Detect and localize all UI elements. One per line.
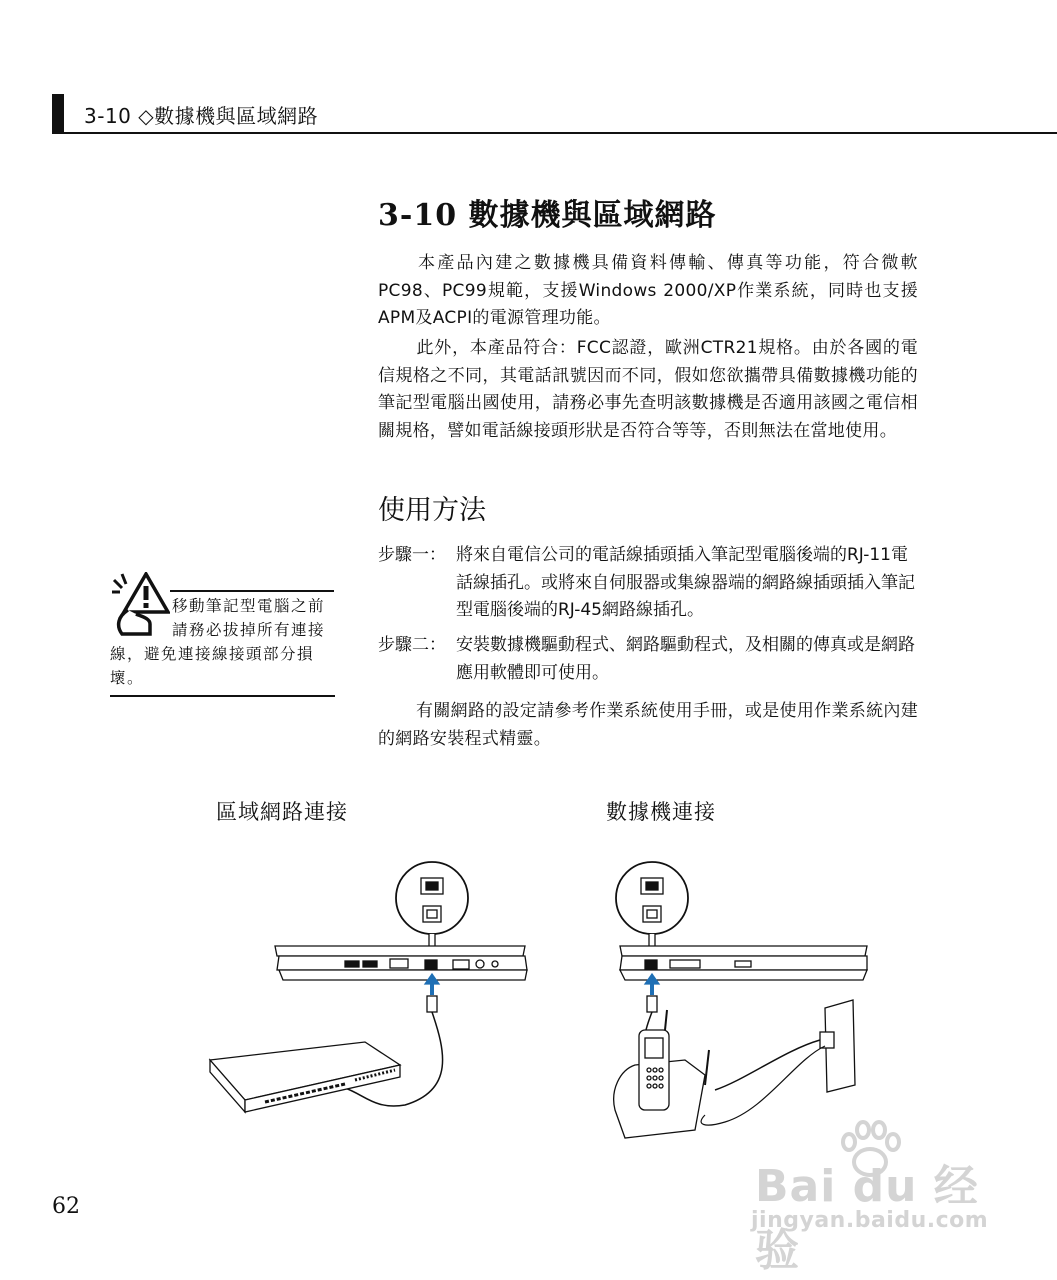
paragraph-compliance-text: 此外，本產品符合：FCC認證，歐洲CTR21規格。由於各國的電信規格之不同，其電話訊號因而不同，假如您欲攜帶具備數據機功能的筆記型電腦出國使用，請務必事先查明該數據機是否適用該國之電信相關規格，譬如電話線接頭形狀是否符合等等，否則無法在當地使用。 — [378, 338, 918, 441]
note-top-rule — [170, 590, 334, 592]
note-line-1: 移動筆記型電腦之前 — [172, 597, 326, 615]
page-number: 62 — [52, 1194, 80, 1219]
page-header — [52, 94, 1057, 134]
paragraph-network-settings — [378, 698, 918, 753]
paragraph-intro — [378, 250, 918, 333]
step-two-label: 步驟二： — [378, 635, 446, 655]
watermark-url: jingyan.baidu.com — [751, 1208, 989, 1233]
lan-connection-illustration — [205, 860, 535, 1145]
header-bar — [52, 94, 64, 134]
usage-heading: 使用方法 — [378, 495, 486, 526]
step-two-text: 安裝數據機驅動程式、網路驅動程式，及相關的傳真或是網路應用軟體即可使用。 — [456, 635, 915, 683]
baidu-watermark — [745, 1120, 1005, 1276]
step-one-label: 步驟一： — [378, 545, 446, 565]
note-bottom-rule — [110, 695, 335, 697]
header-rule — [52, 132, 1057, 134]
step-one-text: 將來自電信公司的電話線插頭插入筆記型電腦後端的RJ-11電話線插孔。或將來自伺服器或集線器端的網路線插頭插入筆記型電腦後端的RJ-45網路線插孔。 — [456, 545, 915, 620]
watermark-brand: Bai du 经验 — [755, 1161, 979, 1276]
modem-connection-illustration — [605, 860, 875, 1150]
note-line-3: 線，避免連接線接頭部分損壞。 — [110, 645, 315, 687]
header-text: 3-10 ◇數據機與區域網路 — [84, 104, 319, 128]
section-title: 3-10 數據機與區域網路 — [378, 198, 717, 233]
note-line-2: 請務必拔掉所有連接 — [172, 621, 326, 639]
paragraph-compliance — [378, 335, 918, 445]
modem-caption: 數據機連接 — [606, 800, 716, 824]
lan-caption: 區域網路連接 — [216, 800, 348, 824]
warning-icon — [110, 572, 170, 640]
warning-note — [110, 572, 335, 698]
paragraph-intro-text: 本產品內建之數據機具備資料傳輸、傳真等功能，符合微軟PC98、PC99規範，支援Windows 2000/XP作業系統，同時也支援APM及ACPI的電源管理功能。 — [378, 253, 918, 328]
paragraph-network-settings-text: 有關網路的設定請參考作業系統使用手冊，或是使用作業系統內建的網路安裝程式精靈。 — [378, 701, 918, 749]
